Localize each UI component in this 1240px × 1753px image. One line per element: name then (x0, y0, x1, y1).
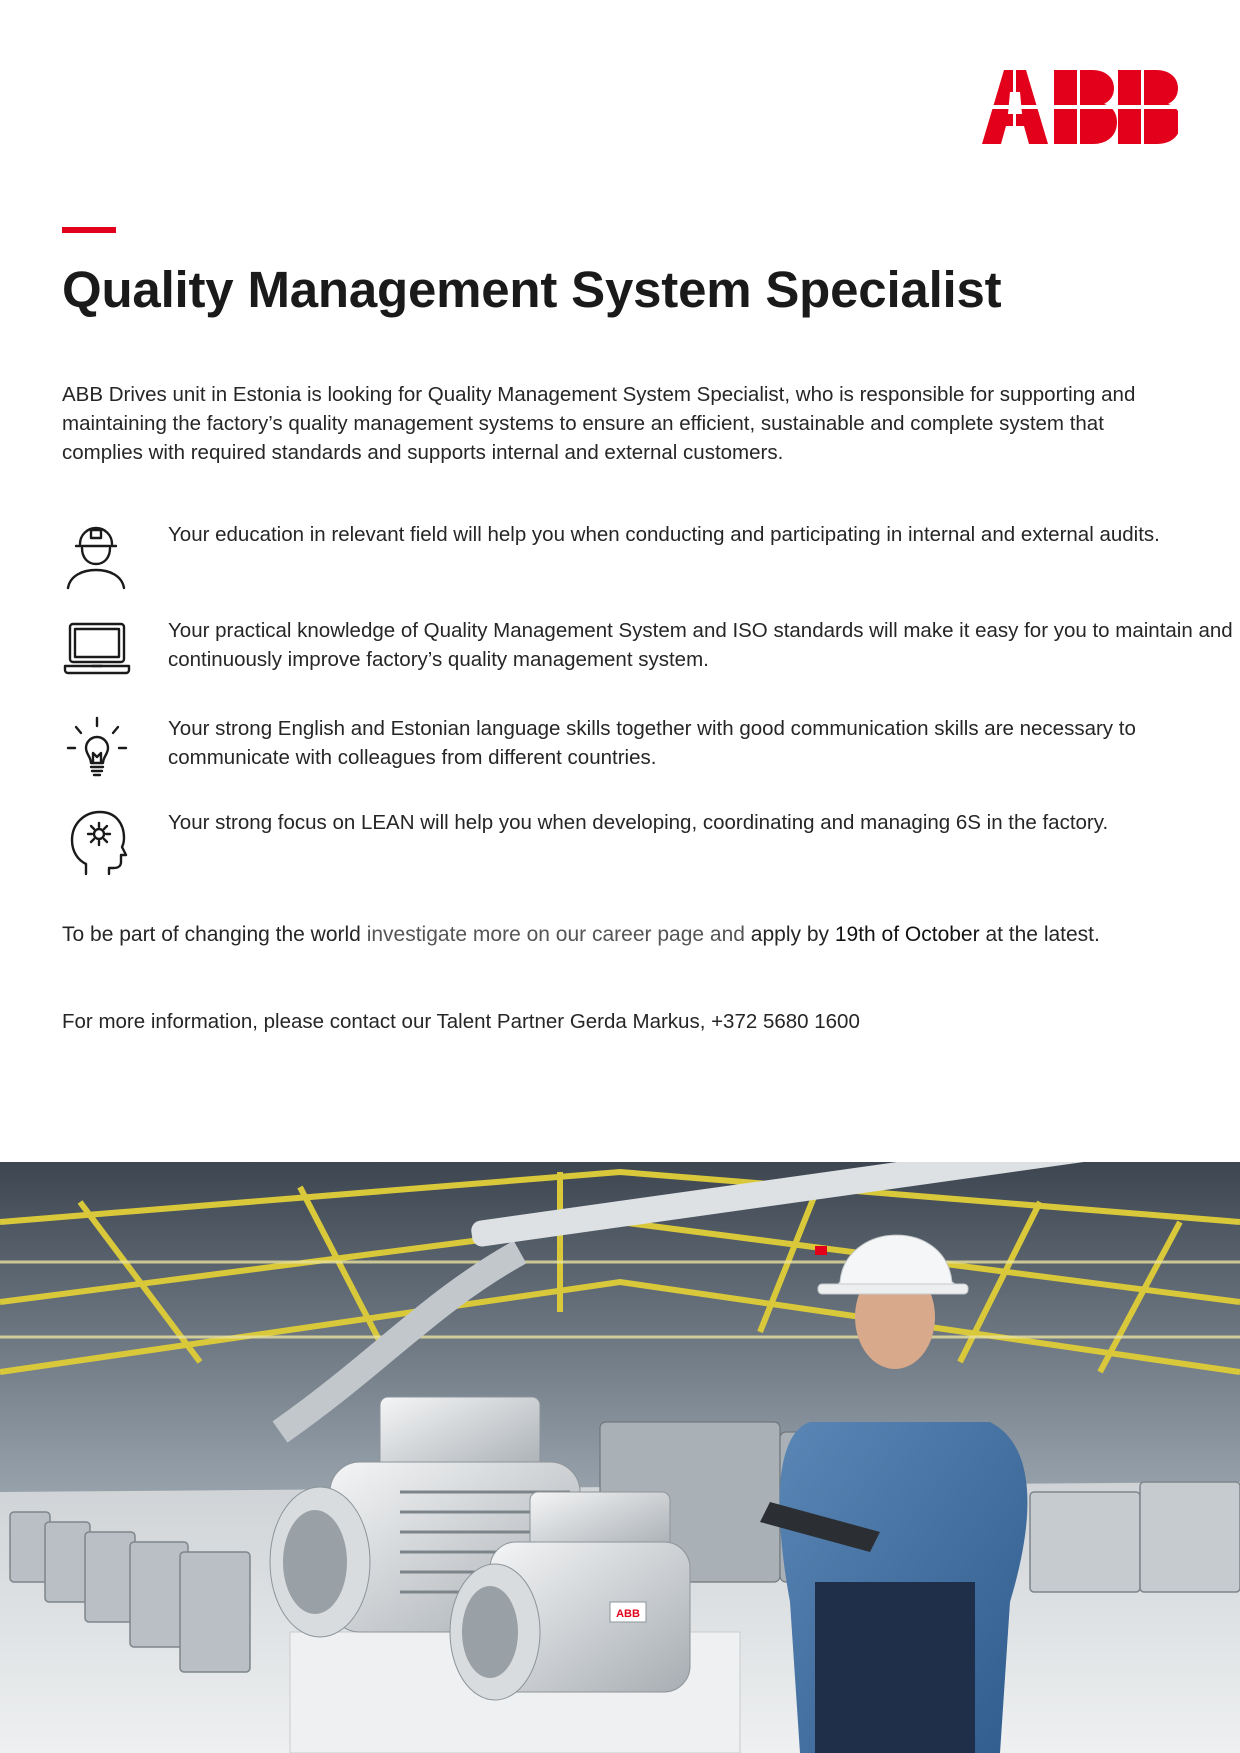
requirement-text: Your strong focus on LEAN will help you when developing, coordinating and managing 6S in the factory. (168, 811, 1109, 834)
abb-logo (982, 70, 1178, 144)
contact-paragraph: For more information, please contact our Talent Partner Gerda Markus, +372 5680 1600 (62, 1010, 860, 1033)
requirement-item (62, 808, 1182, 888)
requirement-item (62, 520, 1182, 600)
apply-text-mid: apply by (744, 923, 835, 946)
laptop-icon (62, 616, 132, 686)
head-gear-icon (62, 808, 132, 878)
requirement-item (62, 714, 1182, 794)
apply-paragraph (62, 919, 1162, 951)
career-page-link[interactable]: investigate more on our career page and (366, 923, 745, 946)
worker-helmet-icon (62, 520, 132, 590)
factory-photo (0, 1162, 1240, 1753)
intro-paragraph: ABB Drives unit in Estonia is looking for Quality Management System Specialist, who is responsible for supporting and maintaining the factory’s quality management systems to ensure an efficient, sustainable and complete system that complies with required standards and supports internal and external customers. (62, 383, 1136, 464)
requirement-text: Your practical knowledge of Quality Management System and ISO standards will make it easy for you to maintain and continuously improve factory’s quality management system. (168, 619, 1233, 671)
requirement-text: Your strong English and Estonian language skills together with good communication skills are necessary to communicate with colleagues from different countries. (168, 717, 1136, 769)
deadline-date: 19th of October (834, 923, 980, 946)
requirement-text: Your education in relevant field will help you when conducting and participating in internal and external audits. (168, 523, 1160, 546)
apply-text-end: at the latest. (979, 923, 1100, 946)
apply-text-start: To be part of changing the world (62, 923, 367, 946)
page-title: Quality Management System Specialist (62, 261, 1002, 318)
accent-bar (62, 227, 116, 233)
lightbulb-icon (62, 714, 132, 784)
motor-badge: ABB (616, 1608, 640, 1620)
requirement-item (62, 616, 1233, 696)
